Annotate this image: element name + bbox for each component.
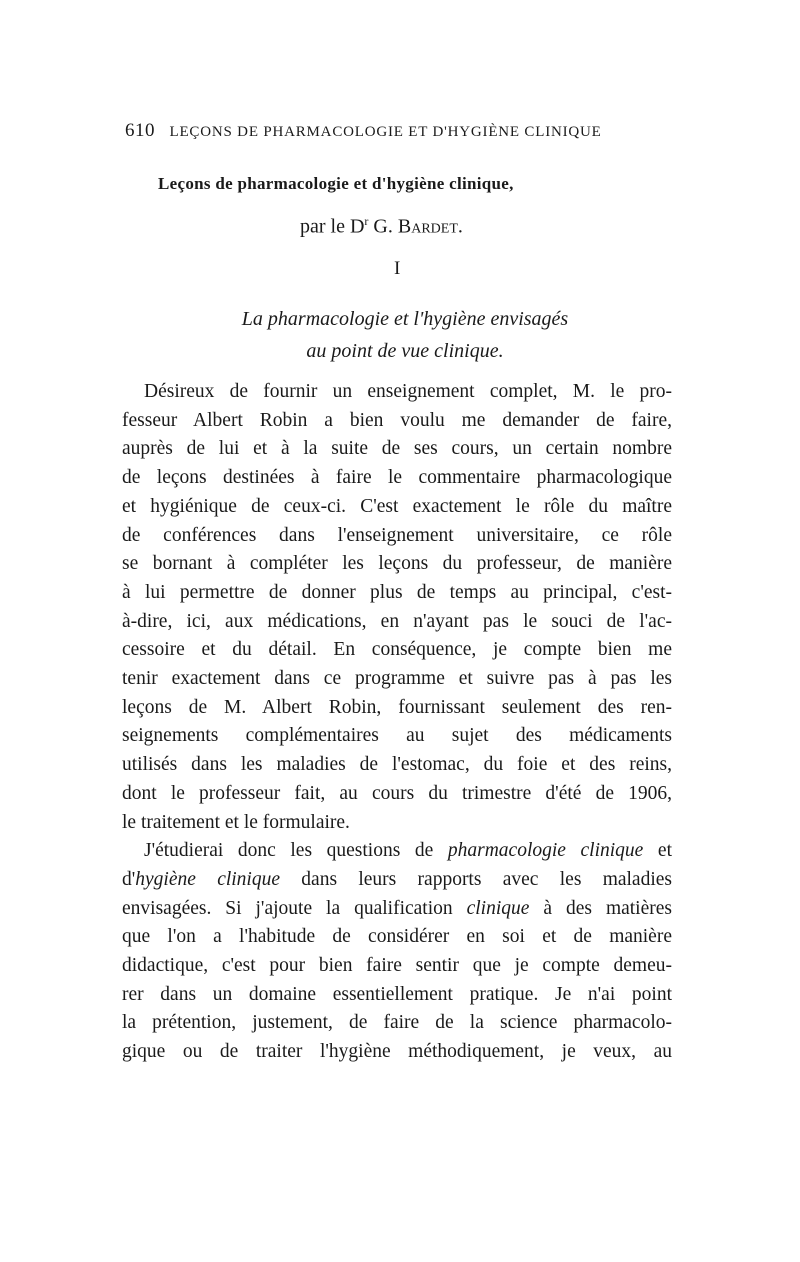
- author-name: G. Bardet.: [373, 215, 463, 238]
- lecture-title: Leçons de pharmacologie et d'hygiène clinique,: [158, 174, 514, 193]
- text-line: envisagées. Si j'ajoute la qualification clinique à des matières: [122, 897, 672, 919]
- text-line: Désireux de fournir un enseignement complet, M. le pro-: [144, 381, 672, 402]
- emphasis-clinique: clinique: [466, 897, 530, 919]
- text-line: utilisés dans les maladies de l'estomac, du foie et des reins,: [122, 754, 672, 776]
- text-line: rer dans un domaine essentiellement pratique. Je n'ai point: [122, 983, 672, 1005]
- running-title: LEÇONS DE PHARMACOLOGIE ET D'HYGIÈNE CLINIQUE: [169, 124, 602, 140]
- text-line: et hygiénique de ceux-ci. C'est exactement le rôle du maître: [122, 495, 672, 517]
- section-numeral: I: [394, 258, 401, 279]
- text-line: de leçons destinées à faire le commentaire pharmacologique: [122, 467, 672, 489]
- text-line: dont le professeur fait, au cours du trimestre d'été de 1906,: [122, 782, 672, 804]
- text-line: seignements complémentaires au sujet des médicaments: [122, 725, 672, 747]
- text-line: le traitement et le formulaire.: [122, 811, 350, 833]
- text-line: fesseur Albert Robin a bien voulu me demander de faire,: [122, 409, 672, 431]
- text-line: à-dire, ici, aux médications, en n'ayant pas le souci de l'ac-: [122, 610, 672, 632]
- text-line: cessoire et du détail. En conséquence, je compte bien me: [122, 639, 672, 661]
- text-line: de conférences dans l'enseignement universitaire, ce rôle: [122, 524, 672, 546]
- text-line: la prétention, justement, de faire de la science pharmacolo-: [122, 1012, 672, 1034]
- text-line: tenir exactement dans ce programme et suivre pas à pas les: [122, 668, 672, 690]
- subtitle-line: au point de vue clinique.: [306, 340, 504, 362]
- text-line: auprès de lui et à la suite de ses cours, un certain nombre: [122, 438, 672, 460]
- text-line: à lui permettre de donner plus de temps au principal, c'est-: [122, 581, 672, 603]
- text-line: didactique, c'est pour bien faire sentir que je compte demeu-: [122, 955, 672, 977]
- byline-prefix: par le D: [300, 215, 365, 238]
- page-number: 610: [125, 120, 155, 141]
- text-line: que l'on a l'habitude de considérer en soi et de manière: [122, 926, 672, 948]
- subtitle-line: La pharmacologie et l'hygiène envisagés: [241, 308, 569, 330]
- author-byline: [300, 214, 600, 239]
- byline-doctor-sup: r: [364, 214, 369, 228]
- text-line: J'étudierai donc les questions de pharmacologie clinique et: [144, 840, 672, 862]
- emphasis-pharmacologie-clinique: pharmacologie clinique: [447, 840, 644, 862]
- text-line: d'hygiène clinique dans leurs rapports avec les maladies: [122, 868, 673, 890]
- running-header: [125, 120, 685, 142]
- text-line: leçons de M. Albert Robin, fournissant seulement des ren-: [122, 696, 672, 718]
- text-line: gique ou de traiter l'hygiène méthodiquement, je veux, au: [122, 1041, 672, 1063]
- text-line: se bornant à compléter les leçons du professeur, de manière: [122, 553, 672, 575]
- emphasis-hygiene-clinique: hygiène clinique: [135, 868, 281, 890]
- body-text: [122, 378, 672, 1067]
- section-subtitle: [150, 303, 660, 367]
